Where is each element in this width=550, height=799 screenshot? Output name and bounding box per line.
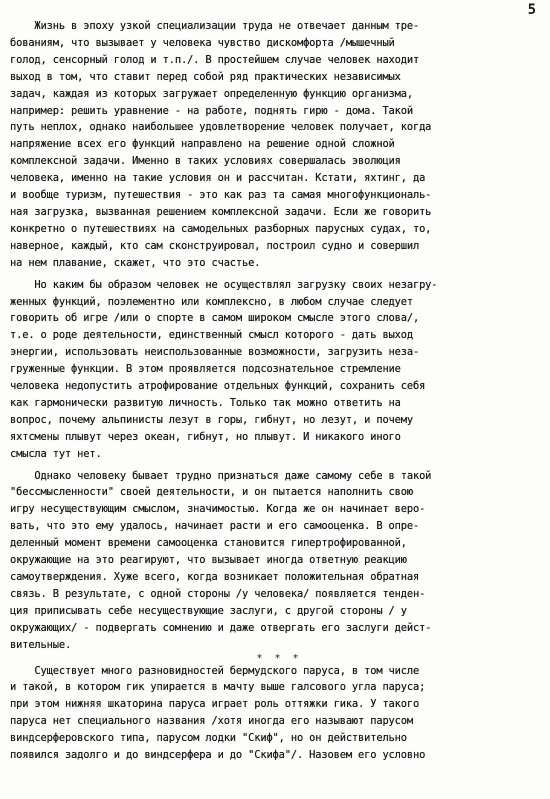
text-line: энергии, использовать неиспользованные возможности, загрузить неза- — [10, 346, 420, 359]
text-line: смысла тут нет. — [10, 447, 102, 460]
text-line: связь. В результате, с одной стороны /у человека/ появляется тенден- — [10, 587, 426, 600]
text-line: при этом нижняя шкаторина паруса играет роль оттяжки гика. У такого — [10, 698, 420, 711]
page-number: 5 — [527, 2, 536, 18]
text-line: виндсерферовского типа, парусом лодки "Скиф", но он действительно — [10, 732, 407, 745]
text-line: говорить об игре /или о спорте в самом широком смысле этого слова/, — [10, 312, 420, 325]
text-line: бованиям, что вызывает у человека чувство дискомфорта /мышечный — [10, 36, 395, 49]
text-line: выход в том, что ставит перед собой ряд практических независимых — [10, 70, 401, 83]
text-line: паруса нет специального названия /хотя иногда его называют парусом — [10, 715, 413, 728]
text-line: вать, что это ему удалось, начинает расти и его самооценка. В опре- — [10, 520, 420, 533]
text-line: появился задолго и до виндсерфера и до "Скифа"/. Назовем его условно — [10, 749, 426, 762]
text-line: задач, каждая из которых загружает определенную функцию организма, — [10, 87, 413, 100]
text-line: яхтсмены плывут через океан, гибнут, но плывут. И никакого иного — [10, 430, 401, 443]
text-line: конкретно о путешествиях на самодельных разборных парусных судах, то, — [10, 222, 432, 235]
text-line: ция приписывать себе несуществующие заслуги, с другой стороны / у — [10, 604, 407, 617]
text-line: Жизнь в эпоху узкой специализации труда не отвечает данным тре- — [10, 20, 420, 32]
text-line: на нем плавание, скажет, что это счастье. — [10, 256, 261, 269]
text-line: наверное, каждый, кто сам сконструировал, построил судно и совершил — [10, 239, 420, 252]
text-line: комплексной задачи. Именно в таких условиях совершалась эволюция — [10, 155, 401, 168]
paragraph-2 — [10, 277, 548, 463]
text-line: напряжение всех его функций направлено на решение одной сложной — [10, 138, 395, 151]
paragraph-3 — [10, 468, 548, 654]
text-line: вопрос, почему альпинисты лезут в горы, гибнут, но лезут, и почему — [10, 413, 413, 426]
text-line: женных функций, поэлементно или комплексно, в любом случае следует — [10, 295, 413, 308]
text-line: как гармонически развитую личность. Только так можно ответить на — [10, 396, 401, 409]
text-line: человека недопустить атрофирование отдельных функций, сохранить себя — [10, 380, 426, 393]
text-line: самоутверждения. Хуже всего, когда возникает положительная обратная — [10, 571, 420, 583]
text-line: окружающих/ - подвергать сомнению и даже отвергать его заслуги дейст- — [10, 621, 432, 634]
text-line: груженные функции. В этом проявляется подсознательное стремление — [10, 363, 401, 376]
paragraph-1 — [10, 18, 548, 272]
text-line: т.е. о роде деятельности, единственный смысл которого - дать выход — [10, 329, 413, 342]
text-line: ная загрузка, вызванная решением комплексной задачи. Если же говорить — [10, 205, 432, 218]
text-line: Однако человеку бывает трудно признаться даже самому себе в такой — [10, 469, 432, 482]
text-line: "бессмысленности" своей деятельности, и он пытается наполнить свою — [10, 486, 413, 499]
text-line: путь неплох, однако наибольшее удовлетворение человек получает, когда — [10, 121, 432, 134]
section-divider: * * * — [256, 652, 302, 664]
text-line: голод, сенсорный голод и т.п./. В простейшем случае человек находит — [10, 53, 420, 66]
text-line: Существует много разновидностей бермудского паруса, в том числе — [10, 664, 420, 677]
text-line: человека, именно на такие условия он и рассчитан. Кстати, яхтинг, да — [10, 172, 426, 185]
text-line: например: решить уравнение - на работе, поднять гирю - дома. Такой — [10, 104, 413, 117]
paragraph-4 — [10, 663, 548, 764]
text-line: Но каким бы образом человек не осуществлял загрузку своих незагру- — [10, 278, 438, 291]
text-line: вительные. — [10, 638, 72, 651]
text-line: окружающие на это реагируют, что вызывает иногда ответную реакцию — [10, 554, 407, 567]
body-text — [10, 18, 548, 769]
text-line: и вообще туризм, путешествия - это как раз та самая многофункциональ- — [10, 189, 432, 202]
text-line: и такой, в котором гик упирается в мачту выше галсового угла паруса; — [10, 681, 426, 694]
text-line: игру несуществующим смыслом, значимостью. Когда же он начинает веро- — [10, 503, 426, 516]
text-line: деленный момент времени самооценка становится гипертрофированной, — [10, 537, 407, 550]
